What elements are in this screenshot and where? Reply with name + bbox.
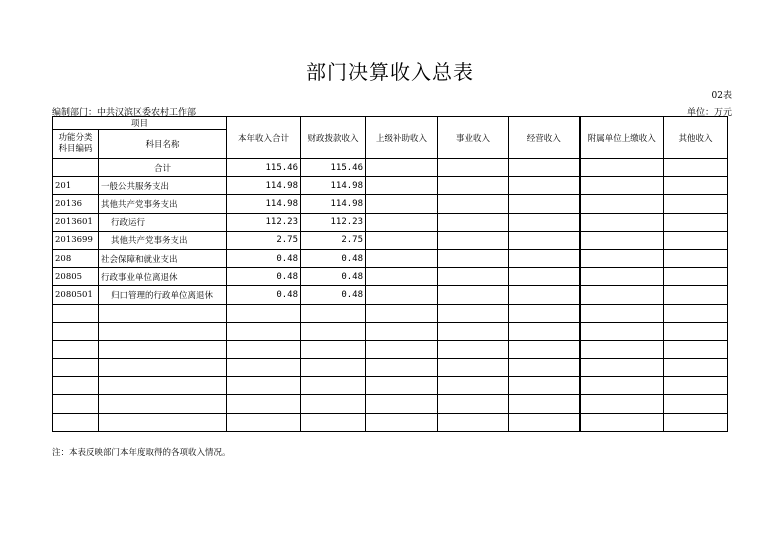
cell-other [664,268,728,286]
cell-name [99,304,227,322]
cell-total [227,340,301,358]
cell-superior [366,268,438,286]
cell-affiliated [580,377,664,395]
header-other: 其他收入 [664,117,728,159]
cell-fiscal: 0.48 [301,268,366,286]
cell-business [438,322,509,340]
cell-other [664,377,728,395]
cell-code [53,340,99,358]
cell-code: 201 [53,177,99,195]
cell-code [53,413,99,431]
cell-name [99,322,227,340]
cell-business [438,286,509,304]
cell-total: 0.48 [227,286,301,304]
cell-fiscal [301,413,366,431]
cell-affiliated [580,159,664,177]
cell-superior [366,304,438,322]
unit-label: 单位：万元 [686,108,732,118]
cell-superior [366,177,438,195]
cell-business [438,268,509,286]
cell-operating [509,231,580,249]
cell-total [227,413,301,431]
cell-name: 行政运行 [99,213,227,231]
table-row [53,286,728,304]
cell-superior [366,340,438,358]
cell-superior [366,322,438,340]
cell-total: 114.98 [227,177,301,195]
table-row [53,377,728,395]
cell-total: 2.75 [227,231,301,249]
cell-affiliated [580,286,664,304]
cell-name [99,377,227,395]
cell-business [438,413,509,431]
cell-code [53,359,99,377]
cell-superior [366,395,438,413]
cell-operating [509,268,580,286]
cell-code [53,159,99,177]
cell-fiscal: 0.48 [301,249,366,267]
cell-total: 0.48 [227,268,301,286]
cell-business [438,195,509,213]
cell-code: 208 [53,249,99,267]
header-func-class-line1: 功能分类 [58,133,93,143]
table-body [53,159,728,432]
cell-superior [366,195,438,213]
cell-name: 行政事业单位离退休 [99,268,227,286]
header-operating: 经营收入 [509,117,580,159]
cell-name [99,395,227,413]
cell-affiliated [580,195,664,213]
cell-superior [366,249,438,267]
cell-code [53,304,99,322]
header-business: 事业收入 [438,117,509,159]
cell-fiscal [301,359,366,377]
table-row [53,213,728,231]
cell-operating [509,213,580,231]
cell-operating [509,159,580,177]
cell-affiliated [580,340,664,358]
cell-business [438,359,509,377]
cell-superior [366,286,438,304]
cell-fiscal: 0.48 [301,286,366,304]
cell-other [664,231,728,249]
cell-operating [509,395,580,413]
form-number: 02表 [711,91,732,101]
table-row [53,231,728,249]
cell-total [227,395,301,413]
cell-operating [509,340,580,358]
table-row [53,413,728,431]
cell-code [53,322,99,340]
cell-fiscal [301,340,366,358]
header-subject-name: 科目名称 [99,130,227,159]
cell-operating [509,286,580,304]
cell-total: 114.98 [227,195,301,213]
table-row [53,195,728,213]
cell-name: 归口管理的行政单位离退休 [99,286,227,304]
cell-operating [509,177,580,195]
header-affiliated: 附属单位上缴收入 [580,117,664,159]
cell-other [664,177,728,195]
cell-business [438,159,509,177]
cell-total: 112.23 [227,213,301,231]
cell-superior [366,413,438,431]
cell-other [664,213,728,231]
cell-business [438,213,509,231]
cell-other [664,322,728,340]
table-row [53,395,728,413]
cell-code: 2013601 [53,213,99,231]
cell-name [99,413,227,431]
cell-superior [366,159,438,177]
cell-name [99,340,227,358]
table-row [53,268,728,286]
cell-affiliated [580,268,664,286]
cell-fiscal: 115.46 [301,159,366,177]
table-row [53,322,728,340]
department-label: 编制部门：中共汉滨区委农村工作部 [52,108,197,118]
cell-fiscal [301,377,366,395]
cell-fiscal [301,395,366,413]
cell-business [438,231,509,249]
cell-name: 其他共产党事务支出 [99,195,227,213]
cell-operating [509,195,580,213]
cell-other [664,195,728,213]
cell-other [664,286,728,304]
cell-total [227,377,301,395]
cell-affiliated [580,359,664,377]
table-row [53,304,728,322]
cell-fiscal [301,322,366,340]
cell-operating [509,377,580,395]
cell-business [438,395,509,413]
cell-operating [509,322,580,340]
cell-total: 0.48 [227,249,301,267]
cell-affiliated [580,249,664,267]
cell-other [664,359,728,377]
table-row [53,340,728,358]
cell-operating [509,359,580,377]
cell-other [664,340,728,358]
cell-fiscal: 2.75 [301,231,366,249]
cell-other [664,159,728,177]
page-title: 部门决算收入总表 [306,60,474,84]
cell-affiliated [580,177,664,195]
cell-total: 115.46 [227,159,301,177]
cell-code: 2080501 [53,286,99,304]
cell-other [664,395,728,413]
cell-superior [366,359,438,377]
cell-business [438,249,509,267]
cell-business [438,340,509,358]
cell-business [438,177,509,195]
cell-total [227,304,301,322]
cell-name [99,359,227,377]
header-fiscal: 财政拨款收入 [301,117,366,159]
cell-code [53,377,99,395]
header-func-class [53,130,99,159]
cell-total [227,359,301,377]
cell-operating [509,304,580,322]
cell-other [664,413,728,431]
cell-other [664,249,728,267]
cell-affiliated [580,213,664,231]
cell-code: 20136 [53,195,99,213]
cell-affiliated [580,304,664,322]
cell-code [53,395,99,413]
table-row [53,249,728,267]
cell-name: 一般公共服务支出 [99,177,227,195]
header-project: 项目 [53,117,227,130]
table-row [53,177,728,195]
header-superior: 上级补助收入 [366,117,438,159]
cell-affiliated [580,413,664,431]
cell-business [438,304,509,322]
footnote: 注：本表反映部门本年度取得的各项收入情况。 [52,448,231,458]
revenue-table [52,116,728,432]
table-row [53,159,728,177]
cell-operating [509,413,580,431]
cell-other [664,304,728,322]
cell-affiliated [580,231,664,249]
cell-code: 2013699 [53,231,99,249]
cell-total [227,322,301,340]
header-subject-code: 科目编码 [58,144,93,154]
cell-business [438,377,509,395]
cell-name: 其他共产党事务支出 [99,231,227,249]
cell-name: 合计 [99,159,227,177]
cell-superior [366,213,438,231]
header-total: 本年收入合计 [227,117,301,159]
cell-fiscal: 112.23 [301,213,366,231]
cell-superior [366,231,438,249]
cell-operating [509,249,580,267]
cell-fiscal: 114.98 [301,177,366,195]
cell-affiliated [580,322,664,340]
cell-name: 社会保障和就业支出 [99,249,227,267]
table-row [53,359,728,377]
cell-code: 20805 [53,268,99,286]
cell-fiscal [301,304,366,322]
cell-affiliated [580,395,664,413]
cell-superior [366,377,438,395]
cell-fiscal: 114.98 [301,195,366,213]
